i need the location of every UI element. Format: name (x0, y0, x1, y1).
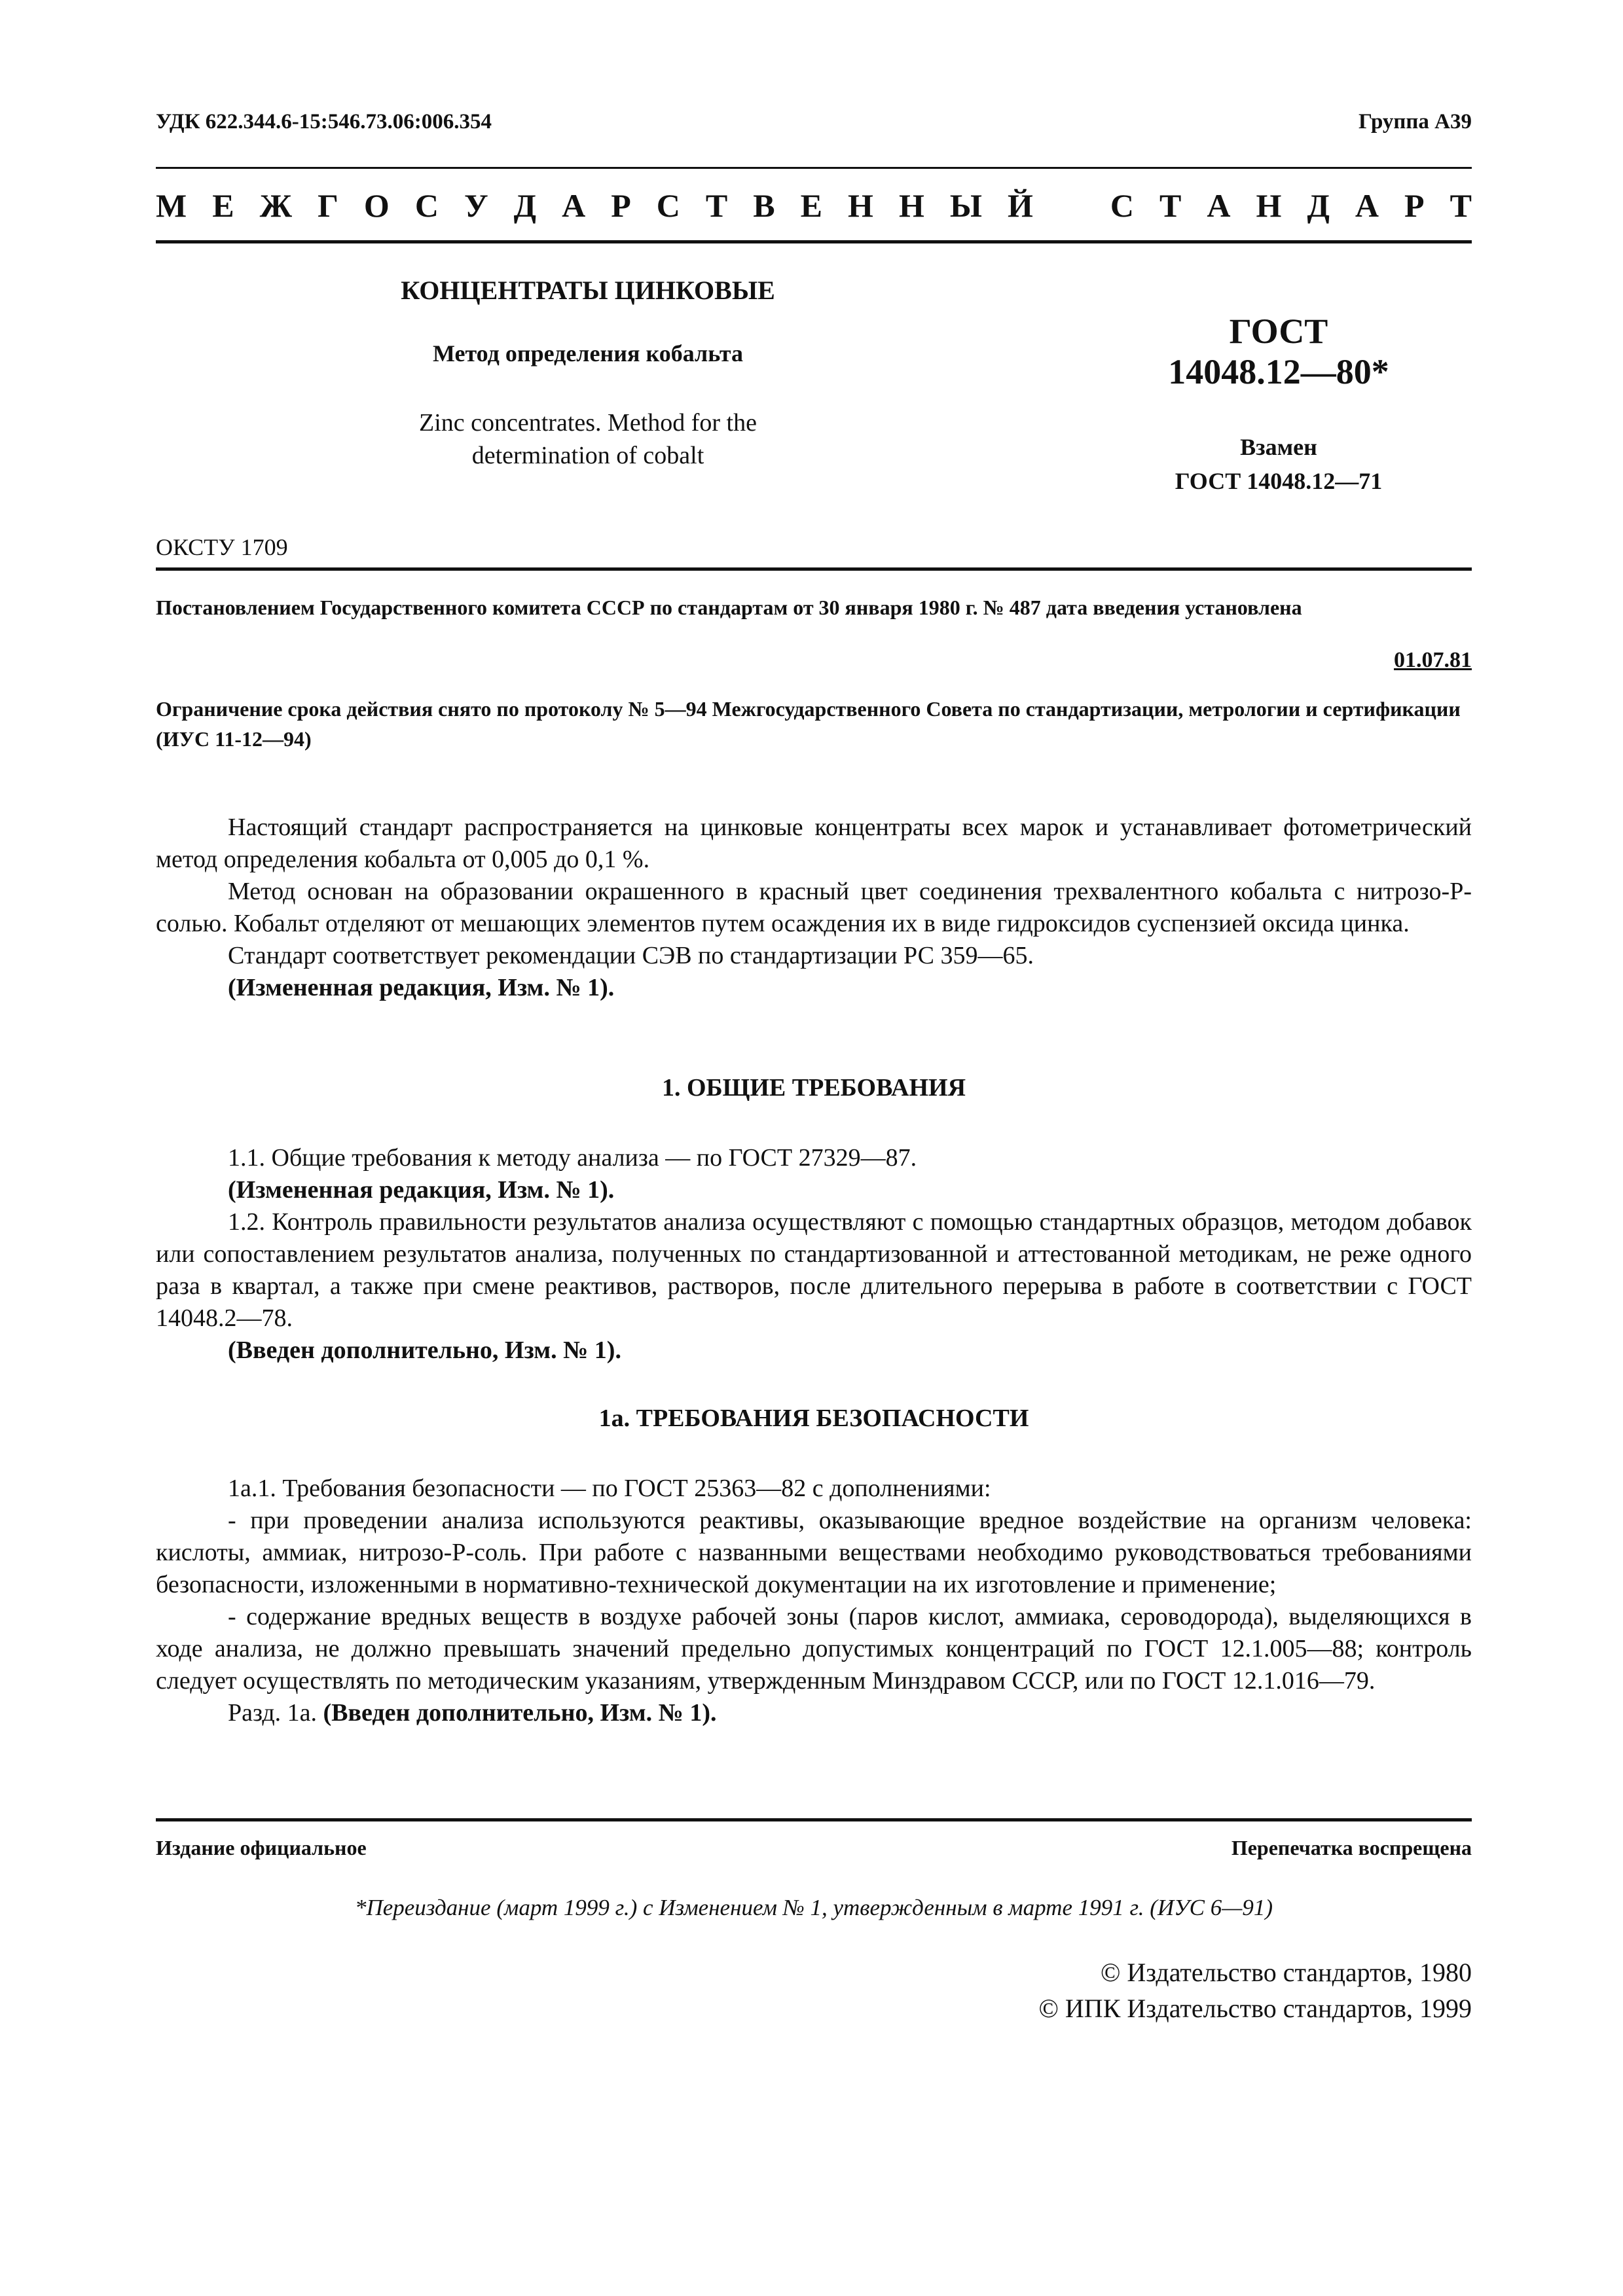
replaces-label: Взамен (1240, 434, 1317, 460)
effective-date: 01.07.81 (1394, 648, 1472, 672)
banner-letter: В (753, 187, 775, 224)
clause-1a-note-text: (Введен дополнительно, Изм. № 1). (323, 1699, 717, 1727)
banner-letter: Т (1450, 187, 1472, 224)
interstate-standard-banner (156, 187, 1472, 232)
footer-rule (156, 1818, 1472, 1821)
reissue-note: *Переиздание (март 1999 г.) с Изменением № 1, утвержденным в марте 1991 г. (ИУС 6—91) (354, 1895, 1273, 1920)
banner-letter: Т (1159, 187, 1182, 224)
banner-letter: С (414, 187, 439, 224)
section-1a-body (156, 1473, 1472, 1729)
gost-number: 14048.12—80* (1168, 352, 1389, 391)
clause-1-1-note: (Измененная редакция, Изм. № 1). (228, 1176, 615, 1204)
banner-letter: Е (800, 187, 822, 224)
english-title: Zinc concentrates. Method for the determination of cobalt (419, 409, 757, 469)
official-edition-label: Издание официальное (156, 1836, 367, 1859)
title-block (352, 275, 824, 472)
intro-paragraph-2: Метод основан на образовании окрашенного в красный цвет соединения трехвалентного кобальта с нитрозо-Р-солью. Кобальт отделяют от мешающих элементов путем осаждения их в виде гидроксидов суспензией оксида цинка. (156, 878, 1472, 937)
section-1a-heading: 1а. ТРЕБОВАНИЯ БЕЗОПАСНОСТИ (598, 1405, 1029, 1432)
clause-1a-1: 1а.1. Требования безопасности — по ГОСТ 25363—82 с дополнениями: (228, 1475, 991, 1502)
document-title: КОНЦЕНТРАТЫ ЦИНКОВЫЕ (401, 276, 775, 305)
top-rule (156, 167, 1472, 169)
banner-rule (156, 240, 1472, 243)
banner-letter: Ж (259, 187, 293, 224)
resolution-text: Постановлением Государственного комитета СССР по стандартам от 30 января 1980 г. № 487 дата введения установлена (156, 596, 1302, 619)
banner-letter: Г (318, 187, 338, 224)
document-subtitle: Метод определения кобальта (432, 340, 744, 367)
banner-letter: О (363, 187, 390, 224)
banner-letter: А (562, 187, 586, 224)
gost-block (1148, 311, 1410, 498)
okstu-rule (156, 567, 1472, 571)
intro-change-note: (Измененная редакция, Изм. № 1). (228, 974, 615, 1001)
banner-letter: Р (1404, 187, 1425, 224)
clause-1-2-note: (Введен дополнительно, Изм. № 1). (228, 1336, 621, 1364)
intro-paragraph-1: Настоящий стандарт распространяется на цинковые концентраты всех марок и устанавливает фотометрический метод определения кобальта от 0,005 до 0,1 %. (156, 814, 1472, 873)
clause-1-2: 1.2. Контроль правильности результатов анализа осуществляют с помощью стандартных образцов, методом добавок или сопоставлением результатов анализа, полученных по стандартизованной и аттестованной методикам, не реже одного раза в квартал, а также при смене реактивов, растворов, после длительного перерыва в работе в соответствии с ГОСТ 14048.2—78. (156, 1208, 1472, 1332)
clause-1a-1-item-2: - содержание вредных веществ в воздухе рабочей зоны (паров кислот, аммиака, сероводорода), выделяющихся в ходе анализа, не должно превышать значений предельно допустимых концентраций по ГОСТ 12.1.005—88; контроль следует осуществлять по методическим указаниям, утвержденным Минздравом СССР, или по ГОСТ 12.1.016—79. (156, 1603, 1472, 1695)
banner-letter: Д (513, 187, 537, 224)
limitation-text: Ограничение срока действия снято по протоколу № 5—94 Межгосударственного Совета по стандартизации, метрологии и сертификации (ИУС 11-12—94) (156, 697, 1461, 751)
top-bar (156, 110, 1472, 139)
banner-letter: Й (1007, 187, 1033, 224)
banner-letter: Н (848, 187, 873, 224)
intro-section (156, 812, 1472, 1004)
copyright-1999: © ИПК Издательство стандартов, 1999 (1038, 1994, 1472, 2023)
banner-letter: С (1110, 187, 1135, 224)
banner-letter: М (156, 187, 187, 224)
section-1-heading: 1. ОБЩИЕ ТРЕБОВАНИЯ (661, 1074, 966, 1102)
intro-paragraph-3: Стандарт соответствует рекомендации СЭВ по стандартизации РС 359—65. (228, 942, 1034, 969)
banner-letter: Н (898, 187, 924, 224)
document-page (156, 0, 1472, 2296)
section-1-body (156, 1142, 1472, 1367)
group-code: Группа А39 (1359, 110, 1472, 134)
banner-letter: Р (611, 187, 631, 224)
clause-1a-1-item-1: - при проведении анализа используются реактивы, оказывающие вредное воздействие на организм человека: кислоты, аммиак, нитрозо-Р-соль. При работе с названными веществами необходимо руководствоваться требованиями безопасности, изложенными в нормативно-технической документации на их изготовление и применение; (156, 1507, 1472, 1598)
reprint-prohibited-label: Перепечатка воспрещена (1231, 1836, 1472, 1859)
replaces-gost: ГОСТ 14048.12—71 (1175, 468, 1383, 494)
banner-letter: Е (212, 187, 234, 224)
gost-label: ГОСТ (1229, 312, 1328, 351)
banner-letter: Ы (949, 187, 982, 224)
copyright-1980: © Издательство стандартов, 1980 (1100, 1958, 1472, 1987)
clause-1a-note (156, 1697, 1472, 1729)
udk-code: УДК 622.344.6-15:546.73.06:006.354 (156, 110, 492, 134)
clause-1-1: 1.1. Общие требования к методу анализа — по ГОСТ 27329—87. (228, 1144, 917, 1172)
banner-letter: А (1355, 187, 1379, 224)
banner-letter: С (656, 187, 680, 224)
clause-1a-note-prefix: Разд. 1а. (228, 1699, 318, 1727)
banner-word-gap (1059, 187, 1085, 232)
okstu-code: ОКСТУ 1709 (156, 534, 288, 560)
banner-letter: А (1207, 187, 1231, 224)
banner-letter: Д (1307, 187, 1330, 224)
banner-letter: Т (705, 187, 728, 224)
banner-letter: У (464, 187, 488, 224)
banner-letter: Н (1256, 187, 1282, 224)
